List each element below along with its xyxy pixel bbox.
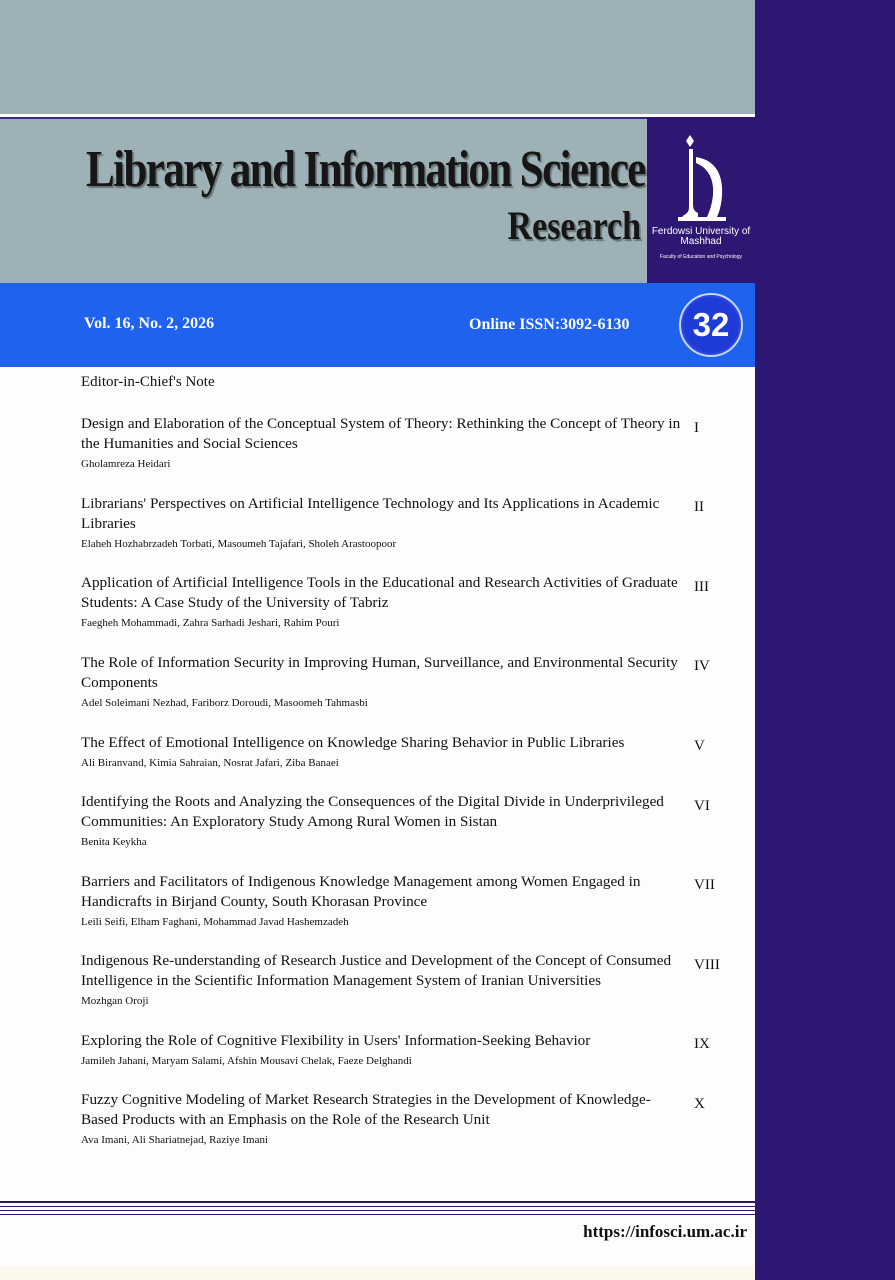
page-number: IX — [694, 1036, 710, 1052]
toc-entry[interactable] — [81, 733, 681, 771]
page-number: VII — [694, 877, 715, 893]
university-name: Ferdowsi University of Mashhad — [651, 226, 751, 247]
toc-entry[interactable] — [81, 792, 681, 850]
faculty-name: Faculty of Education and Psychology — [660, 254, 742, 260]
editor-note: Editor-in-Chief's Note — [81, 374, 215, 390]
page-number: I — [694, 420, 699, 436]
page-number: II — [694, 499, 704, 515]
bottom-strip — [0, 1266, 755, 1280]
issue-number-badge: 32 — [679, 293, 743, 357]
toc-entry[interactable] — [81, 951, 681, 1009]
footer-divider — [0, 1210, 755, 1211]
article-title[interactable]: Librarians' Perspectives on Artificial Intelligence Technology and Its Applications in Academic Libraries — [81, 495, 660, 532]
article-title[interactable]: Indigenous Re-understanding of Research Justice and Development of the Concept of Consumed Intelligence in the Scientific Information Management System of Iranian Universities — [81, 952, 672, 989]
article-authors: Ava Imani, Ali Shariatnejad, Raziye Imani — [81, 1134, 269, 1146]
page-number: X — [694, 1096, 705, 1112]
journal-title: Library and Information Science — [86, 141, 645, 198]
volume-info: Vol. 16, No. 2, 2026 — [84, 315, 215, 332]
toc-entry[interactable] — [81, 1090, 681, 1148]
article-authors: Gholamreza Heidari — [81, 458, 171, 470]
toc-entry[interactable] — [81, 494, 681, 552]
journal-url-link[interactable]: https://infosci.um.ac.ir — [583, 1222, 747, 1241]
article-authors: Ali Biranvand, Kimia Sahraian, Nosrat Jafari, Ziba Banaei — [81, 757, 339, 769]
university-logo-icon — [676, 127, 728, 223]
article-title[interactable]: Design and Elaboration of the Conceptual System of Theory: Rethinking the Concept of Theory in the Humanities and Social Sciences — [81, 415, 681, 452]
article-title[interactable]: Application of Artificial Intelligence Tools in the Educational and Research Activities of Graduate Students: A Case Study of the University of Tabriz — [81, 574, 678, 611]
article-title[interactable]: The Role of Information Security in Improving Human, Surveillance, and Environmental Security Components — [81, 654, 678, 691]
journal-title-research: Research — [507, 203, 641, 248]
page-number: III — [694, 579, 709, 595]
article-authors: Benita Keykha — [81, 836, 147, 848]
footer-divider — [0, 1201, 755, 1203]
article-title[interactable]: The Effect of Emotional Intelligence on Knowledge Sharing Behavior in Public Libraries — [81, 734, 625, 751]
toc-entry[interactable] — [81, 872, 681, 930]
page-number: VIII — [694, 957, 720, 973]
university-logo-panel — [647, 117, 755, 283]
toc-entry[interactable] — [81, 414, 681, 472]
footer-divider — [0, 1206, 755, 1207]
article-title[interactable]: Fuzzy Cognitive Modeling of Market Research Strategies in the Development of Knowledge-Based Products with an Emphasis on the Role of the Research Unit — [81, 1091, 651, 1128]
article-authors: Adel Soleimani Nezhad, Fariborz Doroudi, Masoomeh Tahmasbi — [81, 697, 368, 709]
page-number: V — [694, 738, 705, 754]
toc-entry[interactable] — [81, 573, 681, 631]
article-title[interactable]: Identifying the Roots and Analyzing the Consequences of the Digital Divide in Underprivileged Communities: An Exploratory Study Among Rural Women in Sistan — [81, 793, 664, 830]
article-authors: Mozhgan Oroji — [81, 995, 149, 1007]
page-number: IV — [694, 658, 710, 674]
toc-entry[interactable] — [81, 653, 681, 711]
footer-divider — [0, 1214, 755, 1215]
page-number: VI — [694, 798, 710, 814]
right-side-bar — [755, 0, 895, 1280]
online-issn: Online ISSN:3092-6130 — [469, 316, 630, 333]
article-authors: Leili Seifi, Elham Faghani, Mohammad Javad Hashemzadeh — [81, 916, 349, 928]
toc-entry[interactable] — [81, 1031, 681, 1069]
article-title[interactable]: Barriers and Facilitators of Indigenous Knowledge Management among Women Engaged in Handicrafts in Birjand County, South Khorasan Province — [81, 873, 641, 910]
article-authors: Elaheh Hozhabrzadeh Torbati, Masoumeh Tajafari, Sholeh Arastoopoor — [81, 538, 397, 550]
article-authors: Faegheh Mohammadi, Zahra Sarhadi Jeshari, Rahim Pouri — [81, 617, 340, 629]
top-band — [0, 0, 755, 114]
article-authors: Jamileh Jahani, Maryam Salami, Afshin Mousavi Chelak, Faeze Delghandi — [81, 1055, 412, 1067]
article-title[interactable]: Exploring the Role of Cognitive Flexibility in Users' Information-Seeking Behavior — [81, 1032, 591, 1049]
